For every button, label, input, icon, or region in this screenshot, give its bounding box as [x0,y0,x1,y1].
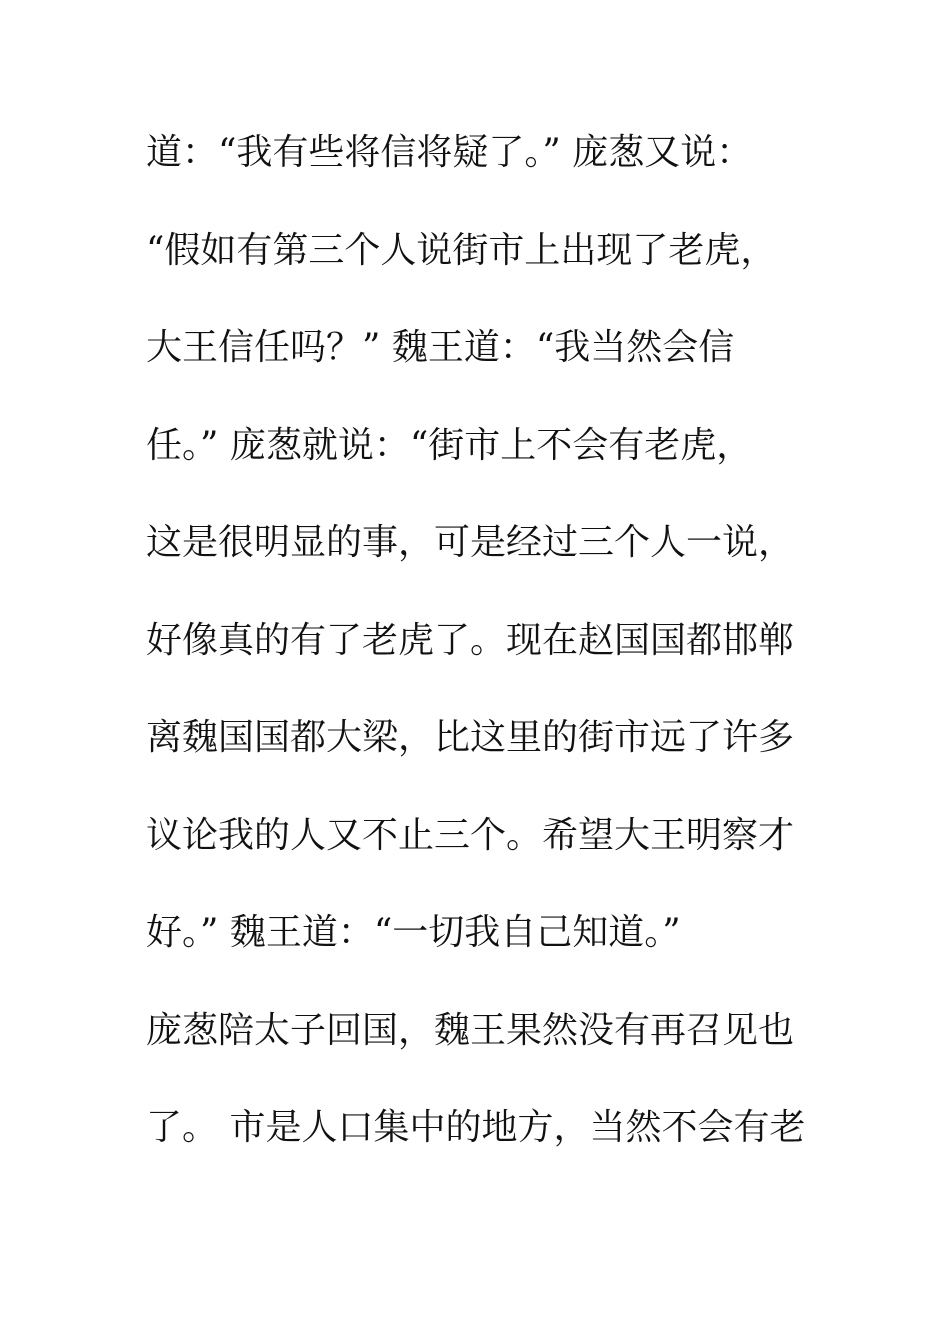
text-line-5: 这是很明显的事，可是经过三个人一说， [146,522,795,563]
text-line-2: “假如有第三个人说街市上出现了老虎， [146,229,777,271]
text-line-6: 好像真的有了老虎了。现在赵国国都邯郸 [146,619,795,661]
text-line-7: 离魏国国都大梁，比这里的街市远了许多 [146,717,795,758]
text-line-1: 道：“我有些将信将疑了。” 庞葱又说： [146,132,753,173]
text-line-4: 任。” 庞葱就说：“街市上不会有老虎， [146,424,753,466]
text-line-9: 好。” 魏王道：“一切我自己知道。” [146,912,681,953]
text-line-3: 大王信任吗？” 魏王道：“我当然会信 [146,327,735,368]
text-line-8: 议论我的人又不止三个。希望大王明察才 [146,814,795,856]
body-text [146,124,826,1197]
text-line-11: 了。 市是人口集中的地方，当然不会有老 [146,1107,806,1148]
text-line-10: 庞葱陪太子回国，魏王果然没有再召见也 [146,1009,795,1051]
